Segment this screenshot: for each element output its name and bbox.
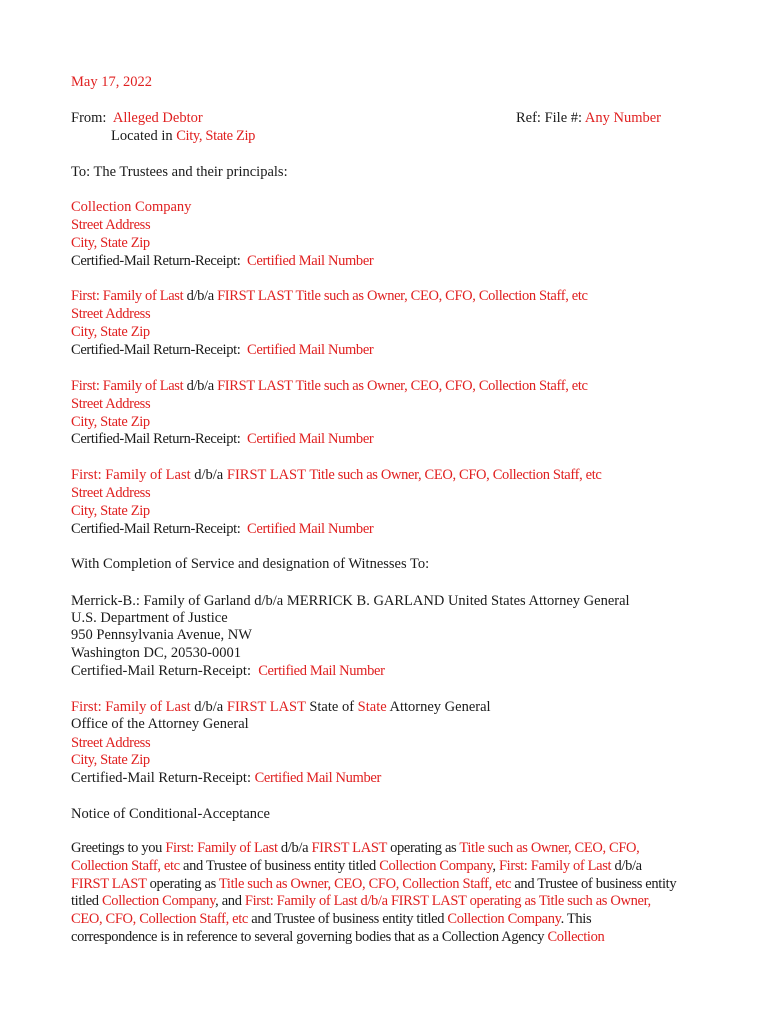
certified-label: Certified-Mail Return-Receipt: bbox=[71, 431, 241, 447]
state-of-label: State of bbox=[309, 699, 355, 715]
title-part-c: CEO, CFO, Collection Staff, etc bbox=[71, 911, 248, 928]
principal-1-city: City, State Zip bbox=[71, 324, 150, 340]
principal-1-line bbox=[71, 287, 588, 305]
certified-label: Certified-Mail Return-Receipt: bbox=[71, 663, 251, 679]
principal-first-last: FIRST LAST bbox=[217, 288, 293, 304]
located-value: City, State Zip bbox=[176, 128, 256, 144]
state-ag-first-last: FIRST LAST bbox=[226, 699, 306, 715]
tail-red: Collection bbox=[547, 928, 605, 945]
principal-title: Title such as Owner, CEO, CFO, Collection Staff, etc bbox=[218, 875, 512, 892]
principal-2-certified-line bbox=[71, 430, 373, 448]
ref-value: Any Number bbox=[584, 110, 662, 126]
and-trustee-label: and Trustee of business entity titled bbox=[251, 911, 445, 928]
state-ag-certified-line bbox=[71, 769, 381, 787]
tail-text: correspondence is in reference to several governing bodies that as a Collection Agency bbox=[71, 928, 545, 945]
ref-line bbox=[516, 109, 661, 127]
principal-first-last: FIRST LAST bbox=[71, 875, 147, 892]
ag-street: 950 Pennsylvania Avenue, NW bbox=[71, 627, 252, 643]
principal-name: First: Family of Last bbox=[498, 857, 612, 874]
dba-label: d/b/a bbox=[280, 840, 309, 856]
principal-3-street: Street Address bbox=[71, 485, 151, 501]
to-line: To: The Trustees and their principals: bbox=[71, 164, 288, 180]
and-trustee-label: and Trustee of business entity titled bbox=[183, 857, 376, 874]
company-name: Collection Company bbox=[379, 857, 493, 874]
state-ag-office: Office of the Attorney General bbox=[71, 716, 249, 732]
title-part-a: Title such as Owner, CEO, CFO, bbox=[459, 840, 640, 856]
company-city: City, State Zip bbox=[71, 235, 150, 251]
certified-number: Certified Mail Number bbox=[258, 663, 385, 679]
principal-2-street: Street Address bbox=[71, 396, 151, 412]
greeting-text: Greetings to you bbox=[71, 840, 163, 856]
company-street: Street Address bbox=[71, 217, 151, 233]
certified-label: Certified-Mail Return-Receipt: bbox=[71, 770, 251, 786]
certified-label: Certified-Mail Return-Receipt: bbox=[71, 342, 241, 358]
comma-and: , and bbox=[215, 893, 242, 910]
principal-2-city: City, State Zip bbox=[71, 414, 150, 430]
ag-city: Washington DC, 20530-0001 bbox=[71, 645, 242, 661]
state-ag-city: City, State Zip bbox=[71, 752, 150, 768]
attorney-general-label: Attorney General bbox=[389, 699, 491, 715]
from-label: From: bbox=[71, 110, 107, 126]
certified-number: Certified Mail Number bbox=[254, 770, 381, 786]
principal-3-line bbox=[71, 466, 602, 484]
principal-1-certified-line bbox=[71, 341, 373, 359]
certified-label: Certified-Mail Return-Receipt: bbox=[71, 253, 241, 269]
letter-date: May 17, 2022 bbox=[71, 74, 152, 90]
certified-number: Certified Mail Number bbox=[247, 342, 374, 358]
ag-name-line: Merrick-B.: Family of Garland d/b/a MERRICK B. GARLAND United States Attorney General bbox=[71, 593, 630, 609]
principal-name: First: Family of Last bbox=[71, 378, 184, 394]
from-name: Alleged Debtor bbox=[112, 110, 203, 126]
principal-title: Title such as Owner, CEO, CFO, Collection Staff, etc bbox=[295, 288, 588, 304]
and-trustee-short: and Trustee of business entity bbox=[514, 875, 677, 892]
comma: , bbox=[492, 857, 496, 874]
principal-first-last: FIRST LAST bbox=[217, 378, 293, 394]
dba-label: d/b/a bbox=[614, 857, 642, 874]
company-certified-line bbox=[71, 252, 373, 270]
principal-3-city: City, State Zip bbox=[71, 503, 150, 519]
dba-label: d/b/a bbox=[194, 467, 224, 483]
principal-3-certified-line bbox=[71, 520, 373, 538]
from-line bbox=[71, 109, 203, 127]
certified-number: Certified Mail Number bbox=[247, 431, 374, 447]
principal-name: First: Family of Last bbox=[165, 840, 278, 856]
ref-label: Ref: File #: bbox=[516, 110, 583, 126]
principal-2-line bbox=[71, 377, 588, 395]
state-ag-name: First: Family of Last bbox=[71, 699, 191, 715]
company-name: Collection Company bbox=[447, 911, 561, 928]
state-ag-line bbox=[71, 698, 491, 716]
company-name: Collection Company bbox=[71, 199, 192, 215]
company-name: Collection Company bbox=[101, 893, 216, 910]
principal-title: Title such as Owner, CEO, CFO, Collection Staff, etc bbox=[309, 467, 602, 483]
red-run: First: Family of Last d/b/a FIRST LAST operating as Title such as Owner, bbox=[244, 893, 651, 910]
dba-label: d/b/a bbox=[186, 288, 214, 304]
principal-first-last: FIRST LAST bbox=[226, 467, 306, 483]
certified-number: Certified Mail Number bbox=[247, 253, 374, 269]
titled-label: titled bbox=[71, 893, 99, 910]
operating-as-label: operating as bbox=[390, 840, 457, 856]
notice-title: Notice of Conditional-Acceptance bbox=[71, 806, 270, 822]
dba-label: d/b/a bbox=[194, 699, 224, 715]
certified-number: Certified Mail Number bbox=[247, 521, 374, 537]
state-ag-street: Street Address bbox=[71, 735, 151, 751]
period-this: . This bbox=[560, 911, 592, 928]
principal-name: First: Family of Last bbox=[71, 288, 184, 304]
witness-heading: With Completion of Service and designation of Witnesses To: bbox=[71, 556, 430, 572]
principal-title: Title such as Owner, CEO, CFO, Collection Staff, etc bbox=[295, 378, 588, 394]
greeting-paragraph bbox=[71, 840, 691, 947]
operating-as-label: operating as bbox=[149, 875, 216, 892]
certified-label: Certified-Mail Return-Receipt: bbox=[71, 521, 241, 537]
located-line bbox=[111, 127, 255, 145]
principal-name: First: Family of Last bbox=[71, 467, 191, 483]
principal-first-last: FIRST LAST bbox=[311, 840, 387, 856]
located-label: Located in bbox=[111, 128, 173, 144]
dba-label: d/b/a bbox=[186, 378, 214, 394]
ag-certified-line bbox=[71, 662, 385, 680]
ag-department: U.S. Department of Justice bbox=[71, 610, 228, 626]
title-part-b: Collection Staff, etc bbox=[71, 857, 180, 874]
principal-1-street: Street Address bbox=[71, 306, 151, 322]
state-value: State bbox=[357, 699, 387, 715]
